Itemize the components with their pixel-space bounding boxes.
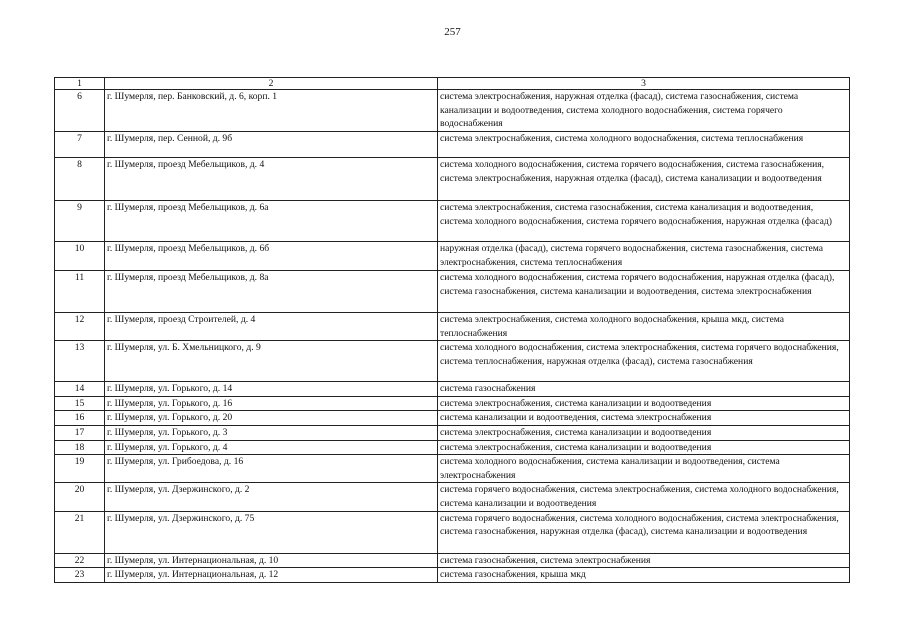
row-number: 11 bbox=[55, 271, 105, 313]
address-cell: г. Шумерля, ул. Горького, д. 20 bbox=[105, 411, 438, 426]
row-number: 13 bbox=[55, 341, 105, 382]
address-cell: г. Шумерля, проезд Строителей, д. 4 bbox=[105, 313, 438, 341]
header-col-1: 1 bbox=[55, 78, 105, 90]
address-cell: г. Шумерля, проезд Мебельщиков, д. 8а bbox=[105, 271, 438, 313]
systems-cell: система канализации и водоотведения, система электроснабжения bbox=[438, 411, 850, 426]
buildings-table bbox=[54, 77, 850, 583]
row-number: 18 bbox=[55, 440, 105, 455]
row-number: 20 bbox=[55, 483, 105, 511]
table-row bbox=[55, 425, 850, 440]
table-row bbox=[55, 411, 850, 426]
table-row bbox=[55, 455, 850, 483]
address-cell: г. Шумерля, проезд Мебельщиков, д. 4 bbox=[105, 158, 438, 201]
row-number: 21 bbox=[55, 511, 105, 553]
row-number: 10 bbox=[55, 242, 105, 271]
address-cell: г. Шумерля, пер. Банковский, д. 6, корп. 1 bbox=[105, 90, 438, 132]
table-row bbox=[55, 90, 850, 132]
systems-cell: система электроснабжения, система газоснабжения, система канализация и водоотведения, система холодного водоснабжения, система горячего водоснабжения, наружная отделка (фасад) bbox=[438, 201, 850, 242]
header-col-2: 2 bbox=[105, 78, 438, 90]
systems-cell: система холодного водоснабжения, система горячего водоснабжения, наружная отделка (фасад), система газоснабжения, система канализации и водоотведения, система электроснабжения bbox=[438, 271, 850, 313]
address-cell: г. Шумерля, ул. Интернациональная, д. 10 bbox=[105, 553, 438, 568]
systems-cell: система горячего водоснабжения, система холодного водоснабжения, система электроснабжения, система газоснабжения, наружная отделка (фасад), система канализации и водоотведения bbox=[438, 511, 850, 553]
table-row bbox=[55, 553, 850, 568]
row-number: 9 bbox=[55, 201, 105, 242]
address-cell: г. Шумерля, ул. Грибоедова, д. 16 bbox=[105, 455, 438, 483]
row-number: 16 bbox=[55, 411, 105, 426]
table-row bbox=[55, 201, 850, 242]
row-number: 19 bbox=[55, 455, 105, 483]
address-cell: г. Шумерля, ул. Горького, д. 3 bbox=[105, 425, 438, 440]
systems-cell: система газоснабжения bbox=[438, 382, 850, 397]
row-number: 22 bbox=[55, 553, 105, 568]
table-row bbox=[55, 483, 850, 511]
table-row bbox=[55, 132, 850, 158]
address-cell: г. Шумерля, ул. Дзержинского, д. 75 bbox=[105, 511, 438, 553]
address-cell: г. Шумерля, проезд Мебельщиков, д. 6б bbox=[105, 242, 438, 271]
systems-cell: система электроснабжения, система канализации и водоотведения bbox=[438, 396, 850, 411]
row-number: 15 bbox=[55, 396, 105, 411]
address-cell: г. Шумерля, пер. Сенной, д. 9б bbox=[105, 132, 438, 158]
systems-cell: система горячего водоснабжения, система электроснабжения, система холодного водоснабжения, система канализации и водоотведения bbox=[438, 483, 850, 511]
address-cell: г. Шумерля, ул. Интернациональная, д. 12 bbox=[105, 568, 438, 583]
table-row bbox=[55, 568, 850, 583]
address-cell: г. Шумерля, ул. Горького, д. 4 bbox=[105, 440, 438, 455]
systems-cell: система электроснабжения, система канализации и водоотведения bbox=[438, 440, 850, 455]
row-number: 12 bbox=[55, 313, 105, 341]
table-row bbox=[55, 440, 850, 455]
address-cell: г. Шумерля, проезд Мебельщиков, д. 6а bbox=[105, 201, 438, 242]
row-number: 8 bbox=[55, 158, 105, 201]
page-number: 257 bbox=[444, 26, 461, 38]
systems-cell: система электроснабжения, система холодного водоснабжения, система теплоснабжения bbox=[438, 132, 850, 158]
row-number: 7 bbox=[55, 132, 105, 158]
systems-cell: система газоснабжения, крыша мкд bbox=[438, 568, 850, 583]
table-row bbox=[55, 313, 850, 341]
systems-cell: система холодного водоснабжения, система электроснабжения, система горячего водоснабжения, система теплоснабжения, наружная отделка (фасад), система газоснабжения bbox=[438, 341, 850, 382]
address-cell: г. Шумерля, ул. Б. Хмельницкого, д. 9 bbox=[105, 341, 438, 382]
table-header-row bbox=[55, 78, 850, 90]
systems-cell: система электроснабжения, система канализации и водоотведения bbox=[438, 425, 850, 440]
systems-cell: система электроснабжения, система холодного водоснабжения, крыша мкд, система теплоснабжения bbox=[438, 313, 850, 341]
systems-cell: система газоснабжения, система электроснабжения bbox=[438, 553, 850, 568]
table-row bbox=[55, 158, 850, 201]
table-row bbox=[55, 511, 850, 553]
systems-cell: система холодного водоснабжения, система горячего водоснабжения, система газоснабжения, система электроснабжения, наружная отделка (фасад), система канализации и водоотведения bbox=[438, 158, 850, 201]
systems-cell: наружная отделка (фасад), система горячего водоснабжения, система газоснабжения, система электроснабжения, система теплоснабжения bbox=[438, 242, 850, 271]
table-row bbox=[55, 271, 850, 313]
row-number: 6 bbox=[55, 90, 105, 132]
table-row bbox=[55, 242, 850, 271]
row-number: 14 bbox=[55, 382, 105, 397]
table-row bbox=[55, 341, 850, 382]
row-number: 17 bbox=[55, 425, 105, 440]
table-row bbox=[55, 396, 850, 411]
row-number: 23 bbox=[55, 568, 105, 583]
systems-cell: система холодного водоснабжения, система канализации и водоотведения, система электроснабжения bbox=[438, 455, 850, 483]
address-cell: г. Шумерля, ул. Горького, д. 16 bbox=[105, 396, 438, 411]
header-col-3: 3 bbox=[438, 78, 850, 90]
table-row bbox=[55, 382, 850, 397]
address-cell: г. Шумерля, ул. Дзержинского, д. 2 bbox=[105, 483, 438, 511]
address-cell: г. Шумерля, ул. Горького, д. 14 bbox=[105, 382, 438, 397]
systems-cell: система электроснабжения, наружная отделка (фасад), система газоснабжения, система канализации и водоотведения, система холодного водоснабжения, система горячего водоснабжения bbox=[438, 90, 850, 132]
